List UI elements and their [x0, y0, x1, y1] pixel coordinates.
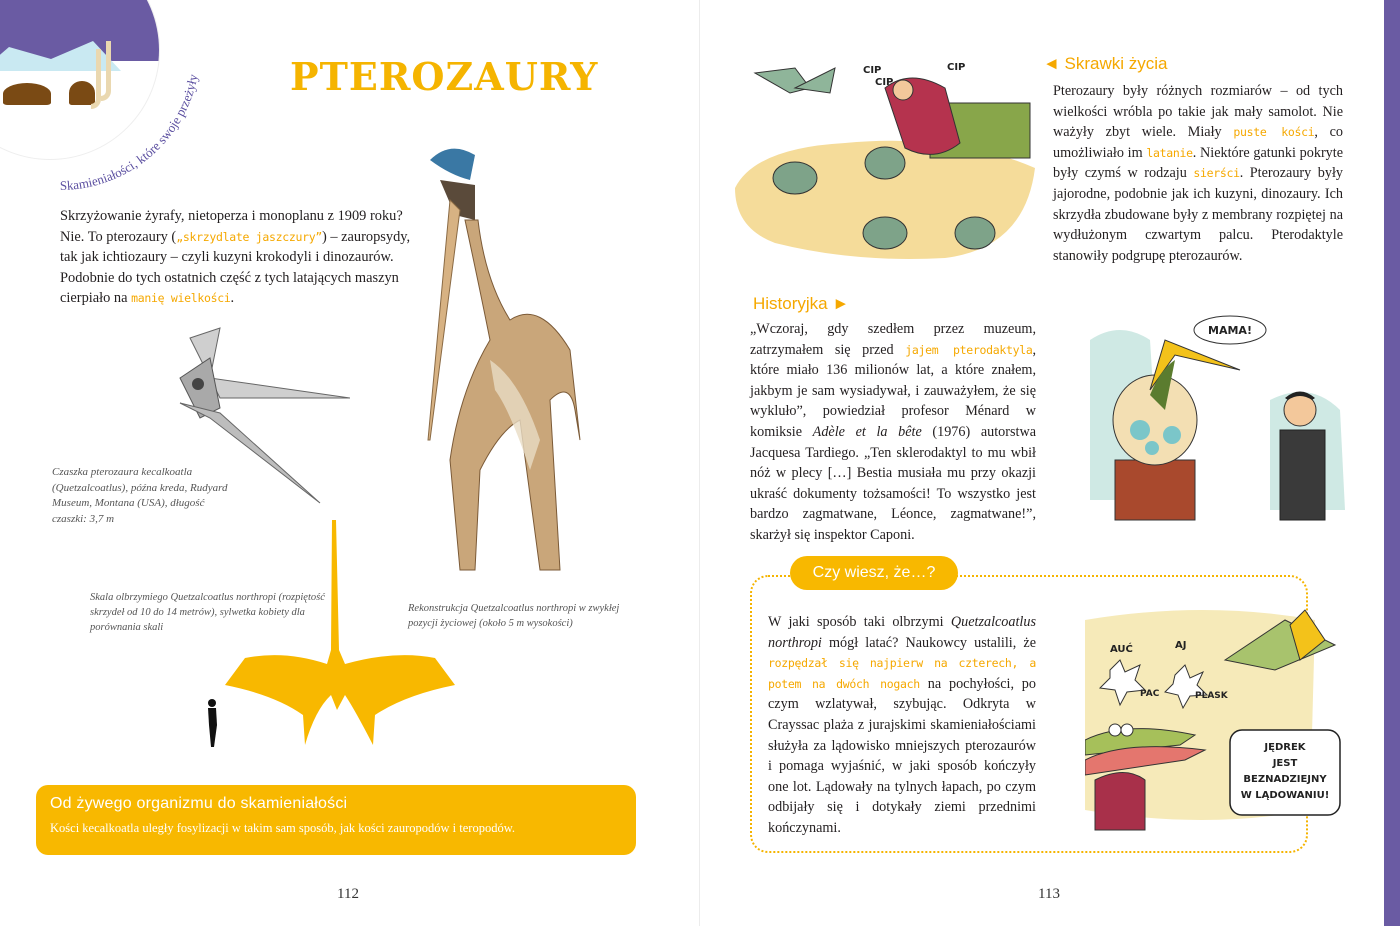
body-text: . Pterozaury były jajorodne, podobnie jak ich kuzyni, dinozaury. Ich skrzydła zbudowane były z membrany rozpiętej na wydłużonym czwartym palcu. Pterodaktyle stanowiły podgrupę pterozaurów. [1053, 165, 1343, 264]
chapter-label [50, 40, 210, 200]
speech-bubble-text: MAMA! [1208, 324, 1252, 337]
chapter-label-text: Skamieniałości, które swoje przeżyły [59, 72, 201, 194]
landing-comic [1085, 600, 1345, 850]
did-you-know-paragraph [768, 612, 1036, 839]
mammoth-mound-icon [3, 83, 51, 105]
intro-text: ) – zauropsydy, tak jak ichtiozaury – czyli kuzyni krokodyli i dinozaurów. Podobnie do tych ostatnich część z tych latających maszyn cierpiało na [60, 228, 411, 306]
chapter-edge-band [1384, 0, 1400, 926]
fossil-box-title: Od żywego organizmu do skamieniałości [50, 795, 348, 812]
page-number-right: 113 [1038, 886, 1060, 902]
historyjka-heading: Historyjka ► [753, 294, 850, 313]
intro-text: . [230, 290, 235, 306]
speech-bubble-text: JĘDREK [1264, 742, 1306, 753]
body-text: , co umożliwiało im [1053, 124, 1343, 161]
body-text: na pochyłości, po czym wzlatywał, szybując. Odkryta w Crayssac plaża z jurajskimi skamieniałościami służyła za lądowisko mniejszych pterozaurów i pomaga wyjaśnić, w jaki sposób kończyły one lot. Lądowały na tylnych łapach, po czym odbijały się i dotykały ziemi przednimi kończynami. [768, 675, 1036, 836]
sfx-text: CIP [875, 77, 894, 88]
glossary-term[interactable]: puste kości [1233, 125, 1315, 140]
body-text: , które miało 136 milionów lat, a które znałem, jakbym je sam wysiadywał, i zauważyłem, że się wykluło”, powiedział profesor Ménard w komiksie [750, 341, 1036, 440]
speech-bubble-text: BEZNADZIEJNY [1243, 774, 1327, 785]
museum-egg-comic [1080, 300, 1380, 530]
glossary-term[interactable]: jajem pterodaktyla [905, 342, 1033, 357]
svg-text:Skamieniałości, które swoje pr [60, 72, 201, 193]
intro-text: Skrzyżowanie żyrafy, nietoperza i monoplanu z 1909 roku? Nie. To pterozaury ( [60, 208, 403, 245]
fossil-box-text: Kości kecalkoatla uległy fosylizacji w takim sam sposób, jak kości zauropodów i teropodów. [50, 821, 516, 835]
skull-caption: Czaszka pterozaura kecalkoatla (Quetzalcoatlus), późna kreda, Rudyard Museum, Montana (USA), długość czaszki: 3,7 m [52, 466, 228, 525]
sfx-text: PLASK [1195, 691, 1228, 701]
species-name: Quetzalcoatlus northropi [768, 614, 1036, 651]
intro-paragraph [60, 206, 430, 309]
park-bench-comic [735, 48, 1040, 263]
body-text: „Wczoraj, gdy szedłem przez muzeum, zatrzymałem się przed [750, 321, 1036, 358]
page-title: PTEROZAURY [290, 54, 599, 99]
page-number-left: 112 [337, 886, 359, 902]
sfx-text: CIP [863, 65, 882, 76]
glossary-term[interactable]: latanie [1146, 145, 1193, 160]
sfx-text: AUĆ [1110, 644, 1133, 655]
sfx-text: PAC [1140, 689, 1160, 699]
comic-title: Adèle et la bête [812, 423, 922, 440]
body-text: (1976) autorstwa Jacquesa Tardiego. „Ten sklerodaktyl to mu wbił nóż w plecy […] Bestia musiała mu przy okazji ukraść dokumenty tożsamości! To wszystko jest bardzo zagmatwane, Léonce, zagmatwane!”, skarżył się inspektor Caponi. [750, 423, 1036, 543]
glossary-term[interactable]: rozpędzał się najpierw na czterech, a potem na dwóch nogach [768, 656, 1036, 691]
glossary-term[interactable]: manię wielkości [131, 291, 231, 305]
body-text: Pterozaury były różnych rozmiarów – od tych wielkości wróbla po takie jak mały samolot. Nie ważyły zbyt wiele. Miały [1053, 83, 1343, 141]
quetzalcoatlus-silhouette [225, 520, 455, 745]
glossary-term[interactable]: „skrzydlate jaszczury” [176, 229, 322, 244]
historyjka-paragraph [750, 319, 1036, 546]
sfx-text: AJ [1175, 640, 1187, 651]
did-you-know-label: Czy wiesz, że…? [790, 556, 958, 590]
body-text: W jaki sposób taki olbrzymi [768, 614, 951, 630]
woman-silhouette [208, 699, 217, 747]
skrawki-heading: ◄ Skrawki życia [1043, 54, 1168, 73]
scale-caption: Skala olbrzymiego Quetzalcoatlus northropi (rozpiętość skrzydeł od 10 do 14 metrów), sylwetka kobiety dla porównania skali [90, 592, 325, 633]
speech-bubble-text: JEST [1272, 758, 1298, 769]
wingspan-scale-diagram [195, 520, 535, 760]
fossilization-box [36, 785, 636, 855]
body-text: . Niektóre gatunki pokryte były czymś w rodzaju [1053, 144, 1343, 182]
body-text: mógł latać? Naukowcy ustalili, że [821, 634, 1036, 651]
glossary-term[interactable]: sierści [1193, 166, 1240, 181]
reconstruction-caption: Rekonstrukcja Quetzalcoatlus northropi w zwykłej pozycji życiowej (około 5 m wysokości) [408, 603, 620, 629]
skrawki-paragraph [1053, 81, 1343, 266]
speech-bubble-text: W LĄDOWANIU! [1240, 790, 1330, 801]
sfx-text: CIP [947, 62, 966, 73]
